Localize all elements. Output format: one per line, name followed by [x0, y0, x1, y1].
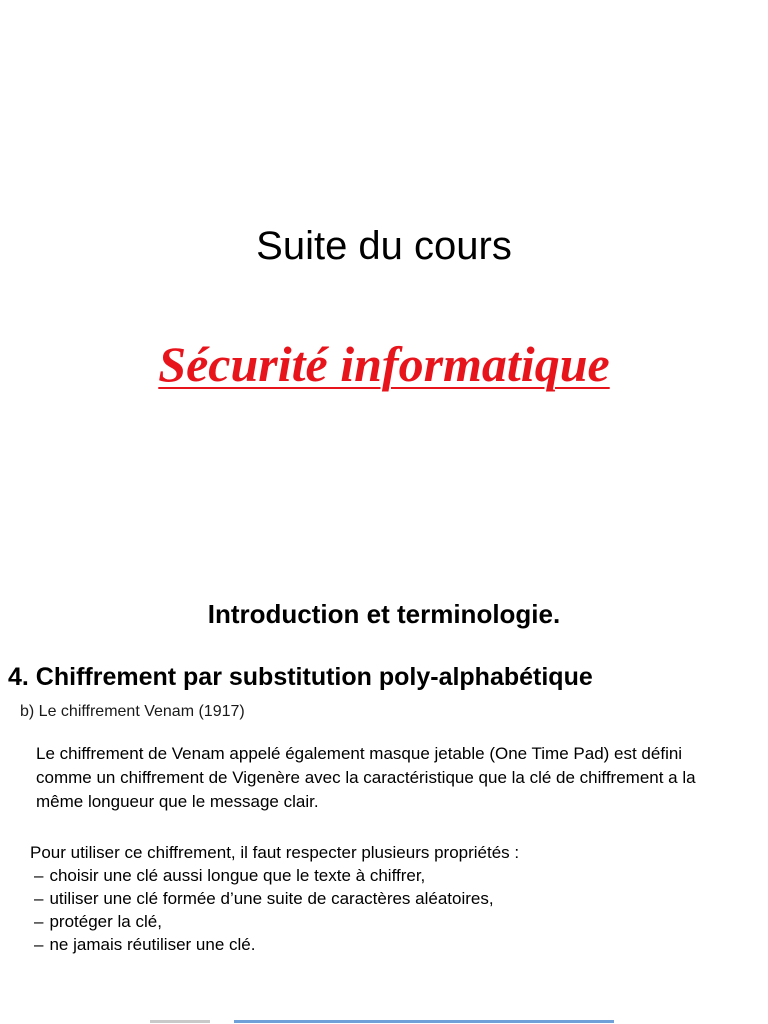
cropped-link-underline — [234, 1020, 614, 1023]
list-item — [34, 933, 750, 956]
paragraph-line: même longueur que le message clair. — [36, 792, 319, 811]
cropped-text-fragment — [150, 1020, 210, 1023]
bullet-dash: – — [34, 866, 44, 885]
list-item — [34, 887, 750, 910]
properties-block — [30, 841, 750, 956]
bullet-dash: – — [34, 935, 44, 954]
properties-intro: Pour utiliser ce chiffrement, il faut respecter plusieurs propriétés : — [30, 843, 520, 862]
definition-paragraph — [36, 742, 756, 814]
list-item-text: choisir une clé aussi longue que le texte à chiffrer, — [49, 866, 426, 885]
page-title: Suite du cours — [256, 224, 512, 268]
bullet-dash: – — [34, 912, 44, 931]
item-label: b) Le chiffrement Venam (1917) — [20, 703, 245, 720]
paragraph-line: Le chiffrement de Venam appelé également masque jetable (One Time Pad) est défini — [36, 744, 683, 763]
subsection-heading: 4. Chiffrement par substitution poly-alphabétique — [8, 663, 593, 691]
section-heading: Introduction et terminologie. — [207, 599, 561, 629]
list-item — [34, 910, 750, 933]
list-item-text: protéger la clé, — [49, 912, 162, 931]
list-item-text: ne jamais réutiliser une clé. — [49, 935, 256, 954]
list-item-text: utiliser une clé formée d’une suite de caractères aléatoires, — [49, 889, 494, 908]
course-subtitle: Sécurité informatique — [158, 336, 610, 392]
paragraph-line: comme un chiffrement de Vigenère avec la caractéristique que la clé de chiffrement a la — [36, 768, 696, 787]
properties-list — [30, 864, 750, 956]
list-item — [34, 864, 750, 887]
cropped-footer-line — [150, 1016, 620, 1024]
bullet-dash: – — [34, 889, 44, 908]
